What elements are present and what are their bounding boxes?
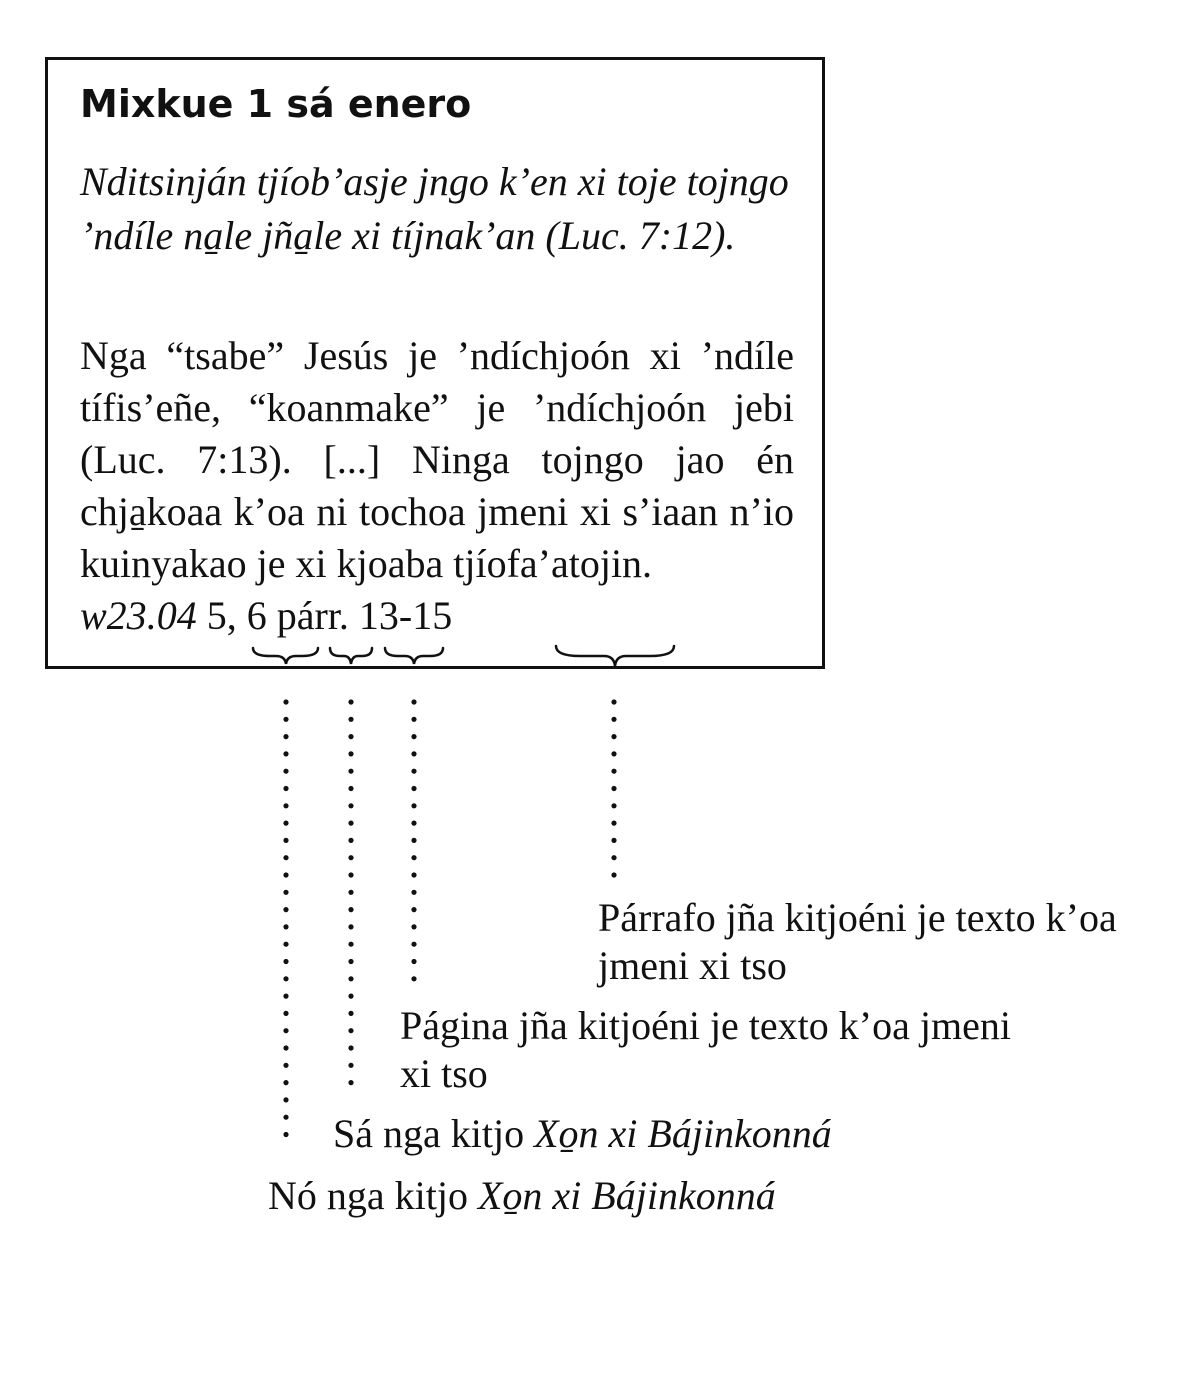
leader-dot [283, 751, 288, 756]
leader-dot [348, 786, 353, 791]
leader-dot [283, 1045, 288, 1050]
leader-dot [348, 1028, 353, 1033]
leader-dot [611, 717, 616, 722]
ref-dot: . [146, 593, 157, 638]
label-month [333, 1110, 832, 1158]
leader-dot [283, 1063, 288, 1068]
leader-dot [283, 734, 288, 739]
leader-dot [411, 907, 416, 912]
comment-paragraph: Nga “tsabe” Jesús je ’ndíchjoón xi ’ndíle tífis’eñe, “koanmake” je ’ndíchjoón jebi (Luc. 7:13). [...] Ninga tojngo jao én chja̱koaa k’oa ni tochoa jmeni xi s’iaan n’io kuinyakao je xi kjoaba tjíofa’atojin. [80, 333, 794, 586]
leader-dot [611, 751, 616, 756]
leader-dot [348, 1011, 353, 1016]
leader-dot [283, 959, 288, 964]
leader-dot [348, 734, 353, 739]
leader-dot [348, 1045, 353, 1050]
leader-dot [411, 924, 416, 929]
ref-issue-month: 04 [156, 593, 197, 638]
leader-dot [611, 838, 616, 843]
leader-dot [348, 821, 353, 826]
leader-dot [348, 959, 353, 964]
leader-dot [283, 907, 288, 912]
leader-dot [411, 959, 416, 964]
leader-dot [411, 769, 416, 774]
leader-dot [348, 907, 353, 912]
leader-dot [283, 924, 288, 929]
leader-dot [348, 838, 353, 843]
leader-dot [283, 872, 288, 877]
leader-dot [348, 803, 353, 808]
label-paragraphs: Párrafo jña kitjoéni je texto k’oa jmeni xi tso [598, 895, 1117, 988]
dots-year [283, 699, 288, 1137]
leader-dot [611, 855, 616, 860]
brace-month [330, 648, 372, 664]
leader-dot [411, 734, 416, 739]
brace-year [253, 648, 318, 664]
leader-dot [348, 769, 353, 774]
leader-dot [283, 821, 288, 826]
leader-dot [411, 717, 416, 722]
ref-parr-abbrev: párr. [276, 593, 349, 638]
leader-dot [348, 976, 353, 981]
leader-dot [348, 1080, 353, 1085]
leader-dot [411, 803, 416, 808]
leader-dot [283, 786, 288, 791]
label-month-title: Xo̱n xi Bájinkonná [534, 1111, 832, 1156]
theme-scripture: Nditsinján tjíob’asje jngo k’en xi toje tojngo ’ndíle na̱le jña̱le xi tíjnak’an (Luc. 7:12). [80, 159, 789, 258]
leader-dot [283, 1011, 288, 1016]
leader-dot [611, 786, 616, 791]
label-year-prefix: Nó nga kitjo [268, 1173, 468, 1218]
leader-dot [411, 838, 416, 843]
leader-dot [411, 855, 416, 860]
leader-dot [348, 890, 353, 895]
leader-dot [348, 942, 353, 947]
leader-dot [411, 751, 416, 756]
leader-dot [348, 994, 353, 999]
leader-dot [611, 699, 616, 704]
leader-dot [283, 976, 288, 981]
leader-dot [411, 786, 416, 791]
leader-dot [348, 751, 353, 756]
leader-dot [283, 1132, 288, 1137]
leader-dot [411, 699, 416, 704]
leader-dot [611, 872, 616, 877]
leader-dot [348, 699, 353, 704]
ref-paragraphs: 13-15 [358, 593, 453, 638]
dots-pages [411, 699, 416, 981]
leader-dot [283, 855, 288, 860]
leader-dot [348, 872, 353, 877]
leader-dot [348, 1063, 353, 1068]
leader-dot [283, 803, 288, 808]
leader-dot [283, 1028, 288, 1033]
brace-pages [385, 648, 443, 664]
leader-dot [611, 769, 616, 774]
date-heading: Mixkue 1 sá enero [80, 82, 472, 126]
leader-dot [611, 803, 616, 808]
leader-dot [283, 1080, 288, 1085]
dots-paragraphs [611, 699, 616, 877]
label-year-title: Xo̱n xi Bájinkonná [477, 1173, 776, 1218]
leader-dot [348, 855, 353, 860]
label-year [268, 1172, 776, 1220]
leader-dot [411, 890, 416, 895]
leader-dot [283, 942, 288, 947]
leader-dot [283, 1115, 288, 1120]
leader-dot [283, 994, 288, 999]
leader-dot [283, 769, 288, 774]
dots-month [348, 699, 353, 1085]
label-page: Página jña kitjoéni je texto k’oa jmeni xi tso [400, 1003, 1011, 1096]
ref-issue-year: w23 [80, 593, 147, 638]
leader-dot [348, 924, 353, 929]
leader-dot [411, 872, 416, 877]
ref-pages: 5, 6 [206, 593, 267, 638]
leader-dot [411, 821, 416, 826]
leader-dot [283, 1097, 288, 1102]
leader-dot [283, 717, 288, 722]
leader-dot [611, 821, 616, 826]
brace-paragraphs [556, 646, 674, 666]
leader-dot [411, 976, 416, 981]
label-month-prefix: Sá nga kitjo [333, 1111, 525, 1156]
leader-dot [283, 890, 288, 895]
leader-dot [283, 838, 288, 843]
leader-dot [411, 942, 416, 947]
leader-dot [611, 734, 616, 739]
leader-dot [348, 717, 353, 722]
leader-dot [283, 699, 288, 704]
